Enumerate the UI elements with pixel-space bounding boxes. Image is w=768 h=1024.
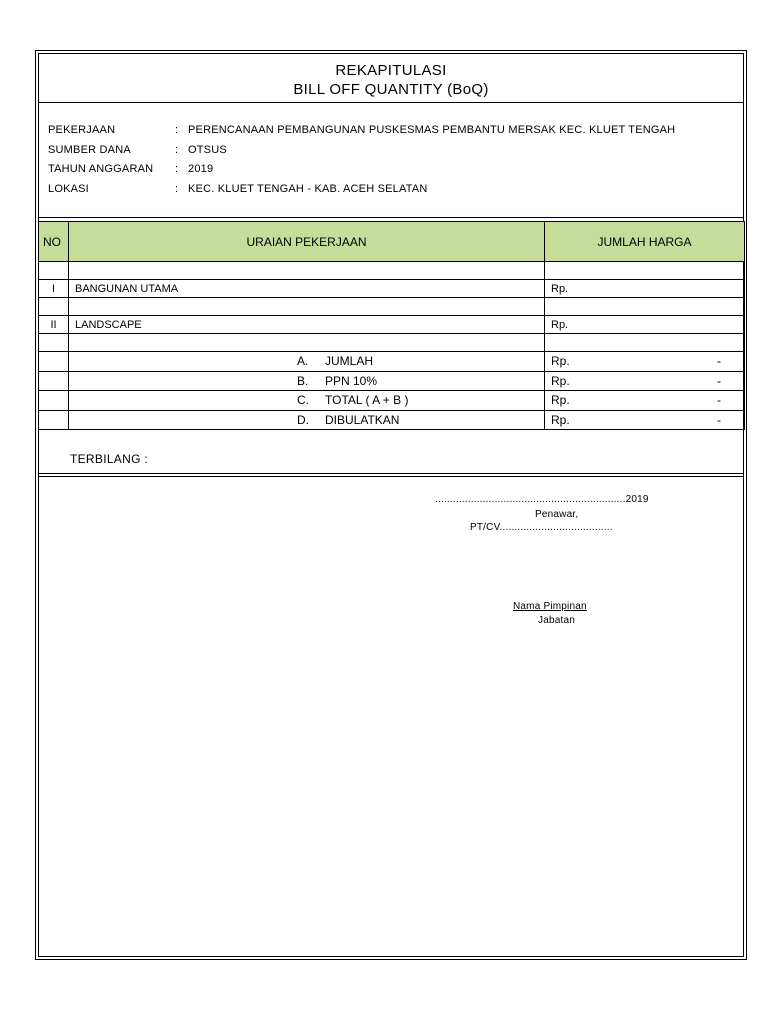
info-colon: : — [175, 163, 179, 175]
item-no: I — [39, 280, 69, 298]
total-label: TOTAL ( A + B ) — [325, 393, 409, 408]
col-header-uraian: URAIAN PEKERJAAN — [69, 222, 545, 262]
total-label: JUMLAH — [325, 354, 374, 369]
table-row-blank — [39, 334, 745, 352]
total-value: - — [717, 412, 721, 427]
total-label: DIBULATKAN — [325, 412, 400, 427]
total-currency: Rp. — [551, 393, 570, 408]
info-value-pekerjaan: PERENCANAAN PEMBANGUNAN PUSKESMAS PEMBANTU MERSAK KEC. KLUET TENGAH — [188, 124, 676, 136]
info-label-pekerjaan: PEKERJAAN — [48, 124, 116, 136]
signature-name: Nama Pimpinan — [513, 601, 587, 612]
item-uraian: LANDSCAPE — [69, 316, 545, 334]
total-letter: B. — [297, 373, 309, 388]
total-currency: Rp. — [551, 354, 570, 369]
info-label-lokasi: LOKASI — [48, 183, 89, 195]
info-label-tahun: TAHUN ANGGARAN — [48, 163, 154, 175]
table-row-blank — [39, 298, 745, 316]
item-jumlah: Rp. — [545, 280, 745, 298]
total-row-ppn — [39, 371, 745, 391]
info-value-lokasi: KEC. KLUET TENGAH - KAB. ACEH SELATAN — [188, 183, 428, 195]
terbilang-label: TERBILANG : — [70, 452, 148, 466]
info-colon: : — [175, 124, 179, 136]
total-value: - — [717, 373, 721, 388]
info-colon: : — [175, 144, 179, 156]
total-letter: A. — [297, 354, 309, 369]
signature-company: PT/CV...................................... — [470, 522, 613, 533]
doc-title: REKAPITULASI — [335, 62, 447, 79]
doc-subtitle: BILL OFF QUANTITY (BoQ) — [293, 81, 489, 98]
signature-position: Jabatan — [538, 615, 575, 626]
total-row-dibulatkan — [39, 410, 745, 430]
total-row-jumlah — [39, 352, 745, 372]
divider-terbilang — [38, 473, 744, 474]
table-row — [39, 316, 745, 334]
item-uraian: BANGUNAN UTAMA — [69, 280, 545, 298]
total-letter: C. — [297, 393, 309, 408]
total-letter: D. — [297, 412, 309, 427]
table-row-blank — [39, 262, 745, 280]
info-value-tahun: 2019 — [188, 163, 214, 175]
signature-date: ................................................................2019 — [435, 494, 649, 505]
total-label: PPN 10% — [325, 373, 378, 388]
divider-info — [38, 217, 744, 218]
col-header-no: NO — [39, 222, 69, 262]
total-value: - — [717, 393, 721, 408]
col-header-jumlah: JUMLAH HARGA — [545, 222, 745, 262]
info-label-sumber-dana: SUMBER DANA — [48, 144, 131, 156]
info-colon: : — [175, 183, 179, 195]
item-no: II — [39, 316, 69, 334]
total-row-total — [39, 391, 745, 411]
divider-terbilang-double — [38, 476, 744, 477]
boq-table — [38, 221, 745, 430]
divider-title — [38, 102, 744, 103]
total-currency: Rp. — [551, 373, 570, 388]
table-header-row — [39, 222, 745, 262]
info-value-sumber-dana: OTSUS — [188, 144, 227, 156]
signature-penawar: Penawar, — [535, 509, 579, 520]
item-jumlah: Rp. — [545, 316, 745, 334]
total-currency: Rp. — [551, 412, 570, 427]
total-value: - — [717, 354, 721, 369]
table-row — [39, 280, 745, 298]
